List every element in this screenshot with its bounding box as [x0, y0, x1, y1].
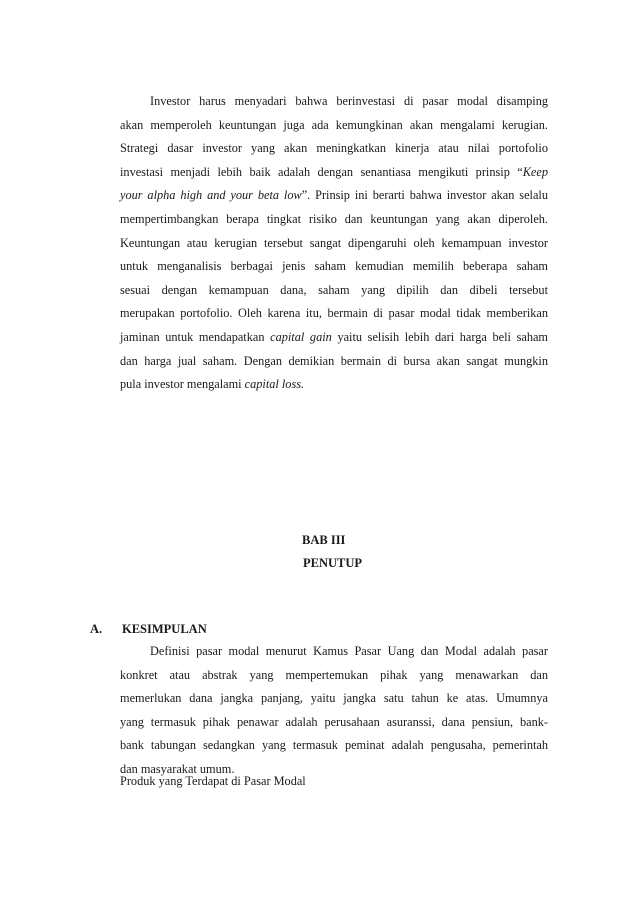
paragraph-line — [120, 326, 548, 350]
paragraph-line: mempertimbangkan berapa tingkat risiko dan keuntungan yang akan diperoleh. — [120, 211, 548, 226]
paragraph-line: konkret atau abstrak yang mempertemukan pihak yang menawarkan dan — [120, 667, 548, 682]
paragraph-line — [120, 184, 548, 208]
paragraph-line: Keuntungan atau kerugian tersebut sangat dipengaruhi oleh kemampuan investor — [120, 235, 548, 250]
italic-text: capital gain — [270, 329, 332, 344]
chapter-number-text: BAB III — [302, 533, 346, 547]
italic-text: capital loss. — [244, 377, 305, 392]
line-text: investasi menjadi lebih baik adalah dengan senantiasa mengikuti prinsip “ — [120, 164, 523, 179]
paragraph-line: merupakan portofolio. Oleh karena itu, bermain di pasar modal tidak memberikan — [120, 306, 548, 321]
chapter-title-text: PENUTUP — [303, 556, 363, 570]
paragraph-line: dan masyarakat umum. — [120, 761, 235, 776]
paragraph-line: sesuai dengan kemampuan dana, saham yang dipilih dan dibeli tersebut — [120, 282, 548, 297]
paragraph-line: yang termasuk pihak penawar adalah perusahaan asuranssi, dana pensiun, bank- — [120, 714, 548, 729]
paragraph-line: Strategi dasar investor yang akan meningkatkan kinerja atau nilai portofolio — [120, 141, 548, 156]
line-text: pula investor mengalami — [120, 377, 245, 392]
italic-text: your alpha high and your beta low — [120, 188, 302, 203]
line-text: yaitu selisih lebih dari harga beli saham — [331, 329, 548, 344]
paragraph-definition — [120, 640, 548, 782]
paragraph-line: bank tabungan sedangkan yang termasuk peminat adalah pengusaha, pemerintah — [120, 738, 548, 753]
section-letter: A. — [90, 622, 103, 636]
paragraph-line: akan memperoleh keuntungan juga ada kemungkinan akan mengalami kerugian. — [120, 117, 548, 132]
paragraph-line — [120, 161, 548, 185]
paragraph-line — [120, 373, 548, 397]
paragraph-investor-risk — [120, 90, 548, 397]
chapter-title — [0, 556, 638, 576]
subheading-products: Produk yang Terdapat di Pasar Modal — [120, 774, 306, 788]
chapter-number — [0, 533, 638, 553]
italic-text: Keep — [522, 164, 548, 179]
paragraph-line: Definisi pasar modal menurut Kamus Pasar Uang dan Modal adalah pasar — [150, 644, 548, 658]
paragraph-line: memerlukan dana jangka panjang, yaitu jangka satu tahun ke atas. Umumnya — [120, 691, 548, 706]
paragraph-line: Investor harus menyadari bahwa berinvestasi di pasar modal disamping — [150, 94, 548, 108]
line-text: jaminan untuk mendapatkan — [120, 329, 271, 344]
paragraph-line: dan harga jual saham. Dengan demikian bermain di bursa akan sangat mungkin — [120, 353, 548, 368]
line-text: ”. Prinsip ini berarti bahwa investor akan selalu — [301, 188, 548, 203]
paragraph-line: untuk menganalisis berbagai jenis saham kemudian memilih beberapa saham — [120, 259, 548, 274]
section-title: KESIMPULAN — [122, 622, 207, 636]
